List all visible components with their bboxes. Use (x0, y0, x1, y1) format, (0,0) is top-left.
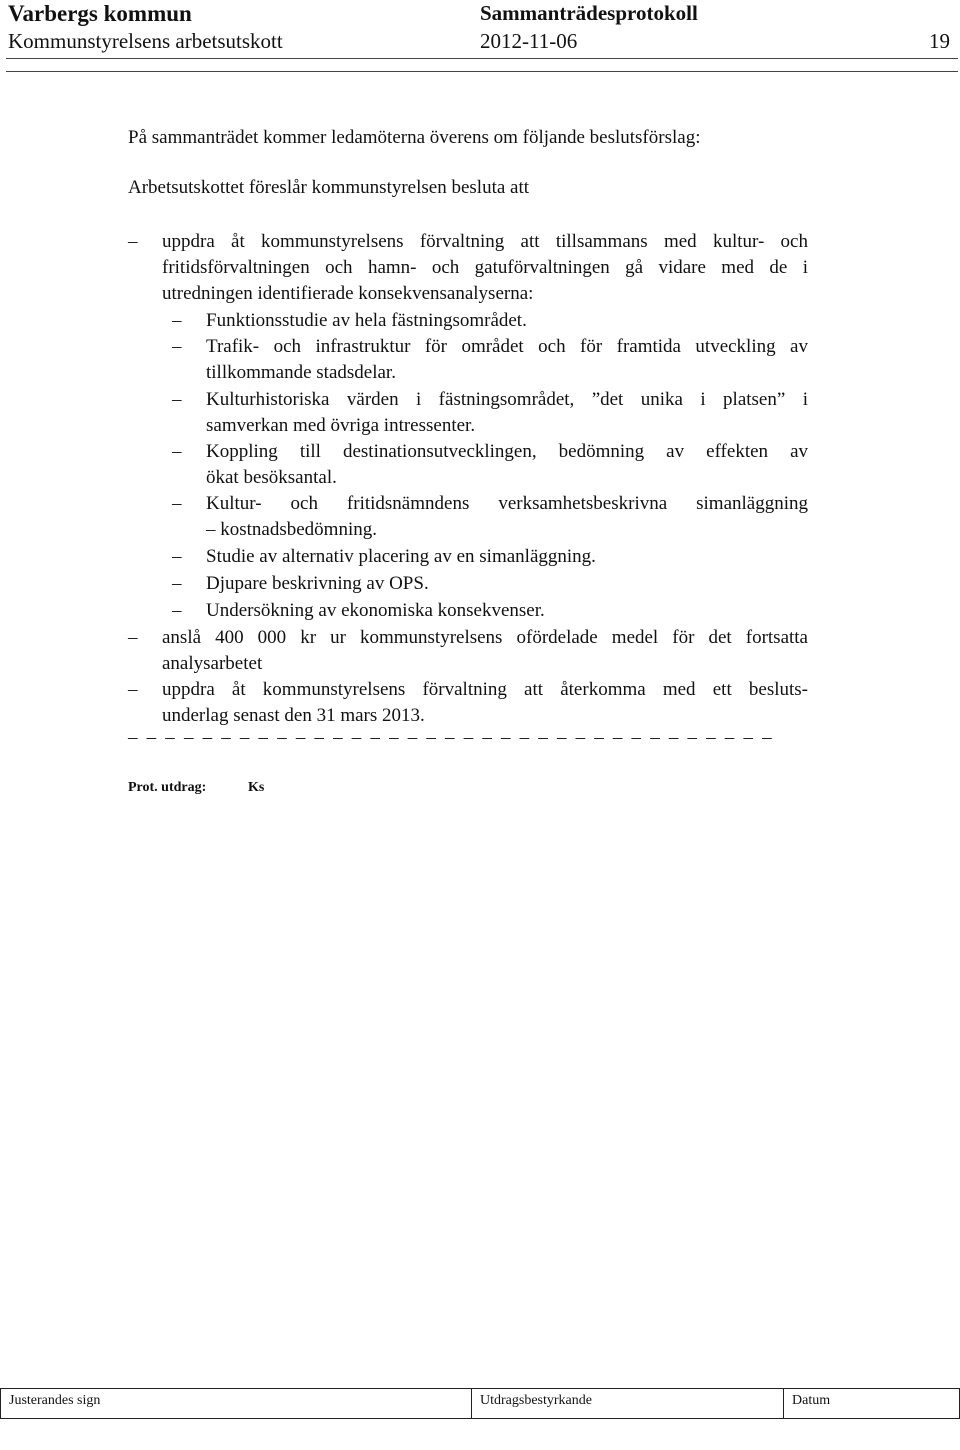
utdrag-label: Utdragsbestyrkande (480, 1393, 592, 1408)
sub-dash: – (172, 336, 182, 357)
sub-line: samverkan med övriga intressenter. (206, 415, 476, 436)
sub-dash: – (172, 310, 182, 331)
header-divider (6, 58, 958, 59)
signature-table (0, 1388, 960, 1419)
sub-line: Koppling till destinationsutvecklingen, bedömning av effekten av (206, 441, 808, 462)
sub-line: Funktionsstudie av hela fästningsområdet. (206, 310, 527, 331)
justering-label: Justerandes sign (9, 1393, 101, 1408)
organization-name: Varbergs kommun (8, 1, 192, 26)
sub-line: Studie av alternativ placering av en simanläggning. (206, 546, 596, 567)
item-line: fritidsförvaltningen och hamn- och gatuförvaltningen gå vidare med de i (162, 257, 808, 278)
item-line: uppdra åt kommunstyrelsens förvaltning att återkomma med ett besluts- (162, 679, 808, 700)
item-line: uppdra åt kommunstyrelsens förvaltning att tillsammans med kultur- och (162, 231, 808, 252)
intro-text: På sammanträdet kommer ledamöterna överens om följande beslutsförslag: (128, 127, 701, 148)
item-line: utredningen identifierade konsekvensanalyserna: (162, 283, 534, 304)
section-separator: – – – – – – – – – – – – – – – – – – – – – – – – – – – – – – – – – – – (128, 727, 774, 748)
document-type: Sammanträdesprotokoll (480, 1, 698, 25)
item-line: anslå 400 000 kr ur kommunstyrelsens ofördelade medel för det fortsatta (162, 627, 808, 648)
item-dash: – (128, 231, 138, 252)
sub-dash: – (172, 600, 182, 621)
page-number: 19 (929, 29, 950, 53)
sub-line: tillkommande stadsdelar. (206, 362, 396, 383)
meeting-date: 2012-11-06 (480, 29, 578, 53)
item-line: analysarbetet (162, 653, 263, 674)
item-dash: – (128, 627, 138, 648)
proposal-text: Arbetsutskottet föreslår kommunstyrelsen besluta att (128, 177, 530, 198)
sub-dash: – (172, 573, 182, 594)
sub-line: ökat besöksantal. (206, 467, 337, 488)
item-dash: – (128, 679, 138, 700)
sub-dash: – (172, 441, 182, 462)
sub-dash: – (172, 389, 182, 410)
signature-cell-datum (783, 1389, 960, 1419)
sub-line: – kostnadsbedömning. (206, 519, 377, 540)
sub-line: Kulturhistoriska värden i fästningsområdet, ”det unika i platsen” i (206, 389, 808, 410)
extract-recipient: Ks (248, 780, 265, 795)
signature-cell-utdrag (471, 1389, 783, 1419)
signature-cell-justering (0, 1389, 471, 1419)
sub-line: Undersökning av ekonomiska konsekvenser. (206, 600, 545, 621)
sub-line: Kultur- och fritidsnämndens verksamhetsbeskrivna simanläggning (206, 493, 808, 514)
extract-label: Prot. utdrag: (128, 780, 207, 795)
datum-label: Datum (792, 1393, 831, 1408)
sub-line: Trafik- och infrastruktur för området och för framtida utveckling av (206, 336, 808, 357)
header-divider-lower (6, 71, 958, 72)
item-line: underlag senast den 31 mars 2013. (162, 705, 425, 726)
sub-dash: – (172, 493, 182, 514)
committee-name: Kommunstyrelsens arbetsutskott (8, 29, 283, 53)
sub-line: Djupare beskrivning av OPS. (206, 573, 429, 594)
sub-dash: – (172, 546, 182, 567)
